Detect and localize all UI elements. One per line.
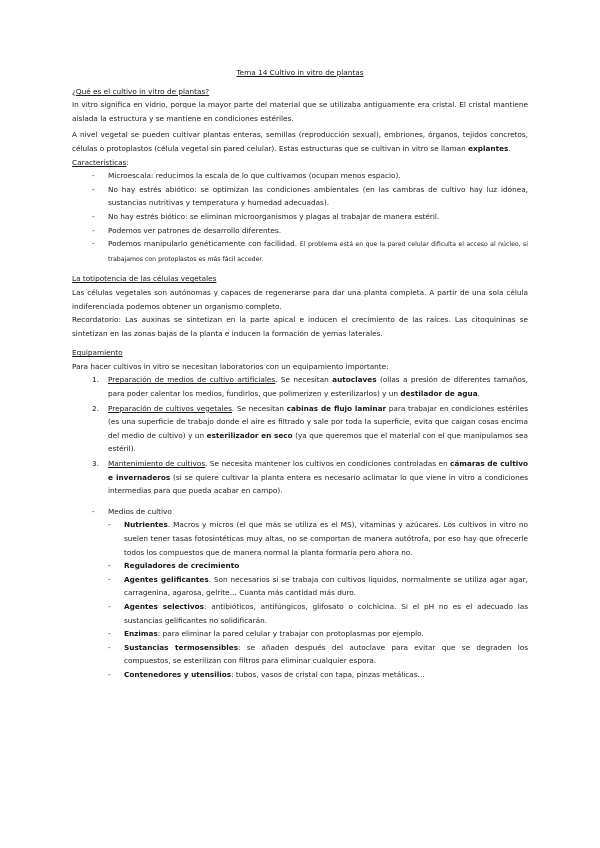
list-item: - Enzimas: para eliminar la pared celular y trabajar con protoplasmas por ejemplo. bbox=[108, 627, 528, 641]
list-item: 2. Preparación de cultivos vegetales. Se necesitan cabinas de flujo laminar para trabajar en condiciones estériles (es una superficie de trabajo donde el aire es filtrado y sale por toda la superficie, evita que caigan cosas encima del medio de cultivo) y un esterilizador en seco (ya que queremos que el material con el que manipulamos sea estéril). bbox=[92, 403, 529, 454]
paragraph-in-vitro: In vitro significa en vidrio, porque la mayor parte del material que se utilizaba antiguamente era cristal. El cristal mantiene aislada la estructura y se mantiene en condiciones estériles. bbox=[72, 100, 528, 123]
paragraph-reminder: Recordatorio: Las auxinas se sintetizan en la parte apical e inducen el crecimiento de las raíces. Las citoquininas se sintetizan en las zonas bajas de la planta e inducen la formación de yemas laterales. bbox=[72, 315, 528, 338]
list-item: - Nutrientes. Macros y micros (el que más se utiliza es el MS), vitaminas y azúcares. Los cultivos in vitro no suelen tener tasas fotosintéticas muy altas, no se comportan de manera autótrofa, por eso hay que ofrecerle todos los compuestos que de manera normal la planta formaría pero ahora no. bbox=[108, 518, 528, 559]
list-item: - Microescala: reducimos la escala de lo que cultivamos (ocupan menos espacio). bbox=[92, 169, 528, 183]
list-item: - Podemos ver patrones de desarrollo diferentes. bbox=[92, 224, 528, 238]
list-item: - Medios de cultivo bbox=[92, 505, 528, 519]
list-item: - Podemos manipularlo genéticamente con facilidad. El problema está en que la pared celular dificulta el acceso al núcleo, si trabajamos con protoplastos es más fácil acceder. bbox=[92, 237, 528, 266]
paragraph-explants: A nivel vegetal se pueden cultivar plantas enteras, semillas (reproducción sexual), embriones, órganos, tejidos concretos, células o protoplastos (célula vegetal sin pared celular). Estas estructuras que se cultivan in vitro se llaman explantes. bbox=[72, 130, 528, 153]
paragraph-equipment-intro: Para hacer cultivos in vitro se necesitan laboratorios con un equipamiento importante: bbox=[72, 361, 389, 371]
list-item: 3. Mantenimiento de cultivos. Se necesita mantener los cultivos en condiciones controladas en cámaras de cultivo e invernaderos (si se quiere cultivar la planta entera es necesario aclimatar lo que viene in vitro a condiciones intermedias para que pueda acabar en campo). bbox=[92, 459, 528, 496]
list-item: - Agentes gelificantes. Son necesarios si se trabaja con cultivos líquidos, normalmente se utiliza agar agar, carragenina, agarosa, gelrite… Cuanta más cantidad más duro. bbox=[108, 573, 528, 600]
list-item: 1. Preparación de medios de cultivo artificiales. Se necesitan autoclaves (ollas a presión de diferentes tamaños, para poder calentar los medios, fundirlos, que polimerizen y esterilizarlos) y un destilador de agua. bbox=[92, 375, 528, 399]
list-item: - No hay estrés abiótico: se optimizan las condiciones ambientales (en las cambras de cultivo hay luz idónea, sustancias nutritivas y temperatura y humedad adecuadas). bbox=[92, 183, 528, 210]
section-heading-totipotency: La totipotencia de las células vegetales bbox=[72, 274, 217, 284]
list-item: - No hay estrés biótico: se eliminan microorganismos y plagas al trabajar de manera estéril. bbox=[92, 210, 528, 224]
culture-media-list bbox=[72, 505, 528, 519]
list-item: - Agentes selectivos: antibióticos, antifúngicos, glifosato o colchicina. Si el pH no es el adecuado las sustancias gelificantes no solidificarán. bbox=[108, 600, 528, 627]
paragraph-totipotency: Las células vegetales son autónomas y capaces de regenerarse para dar una planta completa. A partir de una sola célula indiferenciada podemos obtener un organismo completo. bbox=[72, 287, 528, 311]
section-heading-equipment: Equipamiento bbox=[72, 348, 123, 358]
section-heading-what-is: ¿Qué es el cultivo in vitro de plantas? bbox=[72, 86, 210, 96]
list-item: - Reguladores de crecimiento bbox=[108, 559, 528, 573]
culture-media-sublist bbox=[72, 518, 528, 681]
characteristics-list bbox=[72, 169, 528, 266]
list-item: - Contenedores y utensilios: tubos, vasos de cristal con tapa, pinzas metálicas… bbox=[108, 668, 528, 682]
list-item: - Sustancias termosensibles: se añaden después del autoclave para evitar que se degraden los compuestos, se esterilizan con filtros para eliminar cualquier espora. bbox=[108, 641, 528, 668]
document-page bbox=[72, 66, 528, 682]
equipment-list bbox=[72, 373, 528, 497]
characteristics-heading: Características: bbox=[72, 157, 129, 167]
document-title: Tema 14 Cultivo in vitro de plantas bbox=[236, 68, 364, 77]
